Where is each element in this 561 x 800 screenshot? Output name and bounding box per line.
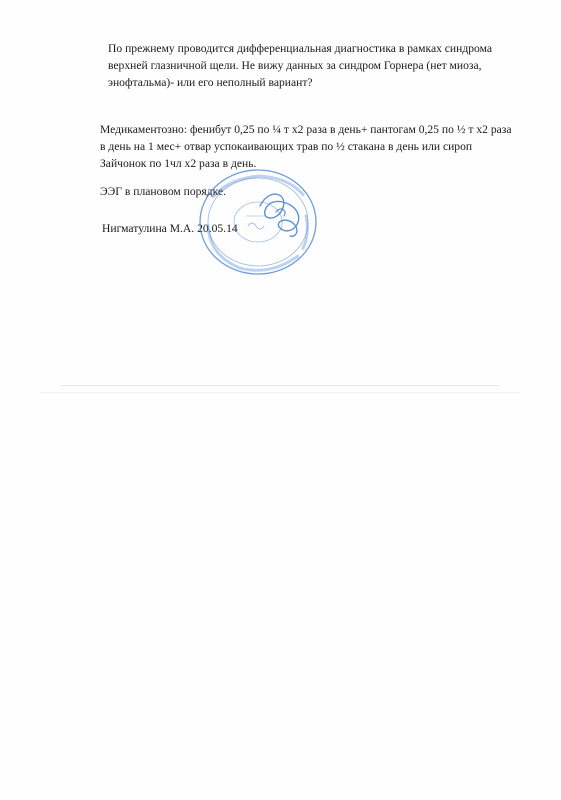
round-seal-stamp xyxy=(190,166,330,286)
medication-line: Медикаментозно: фенибут 0,25 по ¼ т х2 раза в день+ пантогам 0,25 по ½ т х2 раза xyxy=(100,123,512,136)
diagnosis-paragraph xyxy=(108,40,492,91)
scan-artifact xyxy=(40,392,520,393)
diagnosis-line: По прежнему проводится дифференциальная диагностика в рамках синдрома xyxy=(108,42,493,55)
diagnosis-line: верхней глазничной щели. Не вижу данных за синдром Горнера (нет миоза, xyxy=(108,59,482,72)
medication-paragraph xyxy=(100,121,512,172)
medication-line: в день на 1 мес+ отвар успокаивающих трав по ½ стакана в день или сироп xyxy=(100,140,473,153)
eeg-note-text: ЭЭГ в плановом порядке. xyxy=(100,185,227,198)
scan-artifact xyxy=(60,385,500,386)
diagnosis-line: энофтальма)- или его неполный вариант? xyxy=(108,76,313,89)
doctor-name-date: Нигматулина М.А. 20.05.14 xyxy=(102,222,238,235)
medication-line: Зайчонок по 1чл х2 раза в день. xyxy=(100,157,257,170)
